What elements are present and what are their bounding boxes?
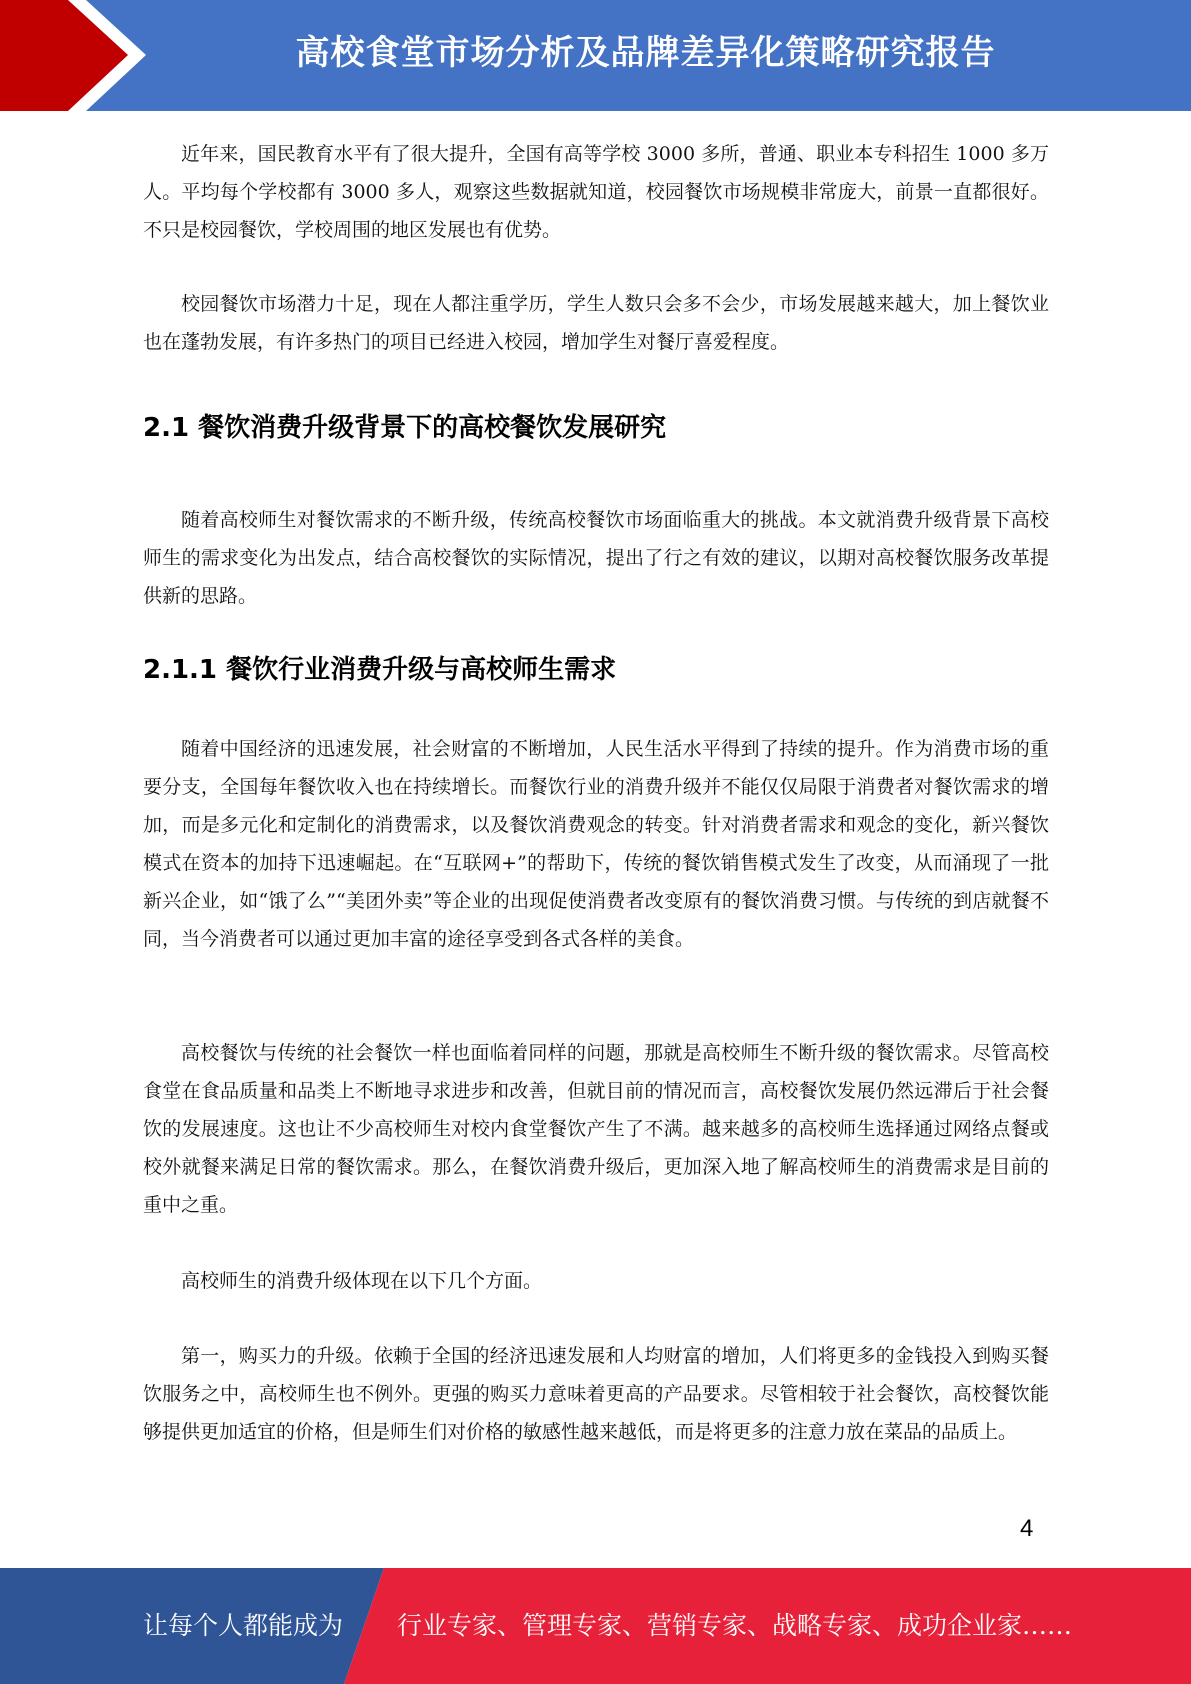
paragraph-campus-dining-issues: 高校餐饮与传统的社会餐饮一样也面临着同样的问题，那就是高校师生不断升级的餐饮需求。尽管高校食堂在食品质量和品类上不断地寻求进步和改善，但就目前的情况而言，高校餐饮发展仍然远滞后于社会餐饮的发展速度。这也让不少高校师生对校内食堂餐饮产生了不满。越来越多的高校师生选择通过网络点餐或校外就餐来满足日常的餐饮需求。那么，在餐饮消费升级后，更加深入地了解高校师生的消费需求是目前的重中之重。 [143, 1042, 1049, 1216]
footer-slogan-left: 让每个人都能成为 [143, 1611, 344, 1640]
footer-slogan-right: 行业专家、管理专家、营销专家、战略专家、成功企业家…… [397, 1611, 1073, 1640]
paragraph-upgrade-aspects: 高校师生的消费升级体现在以下几个方面。 [181, 1270, 543, 1292]
paragraph-section-intro: 随着高校师生对餐饮需求的不断升级，传统高校餐饮市场面临重大的挑战。本文就消费升级背景下高校师生的需求变化为出发点，结合高校餐饮的实际情况，提出了行之有效的建议，以期对高校餐饮服务改革提供新的思路。 [143, 509, 1049, 607]
section-heading-2-1: 2.1 餐饮消费升级背景下的高校餐饮发展研究 [143, 413, 667, 443]
report-title: 高校食堂市场分析及品牌差异化策略研究报告 [295, 33, 996, 73]
paragraph-market-potential: 校园餐饮市场潜力十足，现在人都注重学历，学生人数只会多不会少，市场发展越来越大，加上餐饮业也在蓬勃发展，有许多热门的项目已经进入校园，增加学生对餐厅喜爱程度。 [143, 293, 1049, 353]
header-banner [0, 0, 1191, 111]
paragraph-purchasing-power: 第一，购买力的升级。依赖于全国的经济迅速发展和人均财富的增加，人们将更多的金钱投入到购买餐饮服务之中，高校师生也不例外。更强的购买力意味着更高的产品要求。尽管相较于社会餐饮，高校餐饮能够提供更加适宜的价格，但是师生们对价格的敏感性越来越低，而是将更多的注意力放在菜品的品质上。 [143, 1345, 1049, 1443]
paragraph-consumption-upgrade: 随着中国经济的迅速发展，社会财富的不断增加，人民生活水平得到了持续的提升。作为消费市场的重要分支，全国每年餐饮收入也在持续增长。而餐饮行业的消费升级并不能仅仅局限于消费者对餐饮需求的增加，而是多元化和定制化的消费需求，以及餐饮消费观念的转变。针对消费者需求和观念的变化，新兴餐饮模式在资本的加持下迅速崛起。在“互联网+”的帮助下，传统的餐饮销售模式发生了改变，从而涌现了一批新兴企业，如“饿了么”“美团外卖”等企业的出现促使消费者改变原有的餐饮消费习惯。与传统的到店就餐不同，当今消费者可以通过更加丰富的途径享受到各式各样的美食。 [143, 738, 1049, 950]
footer-banner [0, 1568, 1191, 1684]
page-number: 4 [1020, 1515, 1034, 1542]
section-heading-2-1-1: 2.1.1 餐饮行业消费升级与高校师生需求 [143, 655, 617, 685]
paragraph-intro: 近年来，国民教育水平有了很大提升，全国有高等学校 3000 多所，普通、职业本专科招生 1000 多万人。平均每个学校都有 3000 多人，观察这些数据就知道，校园餐饮市场规模非常庞大，前景一直都很好。不只是校园餐饮，学校周围的地区发展也有优势。 [143, 143, 1049, 241]
